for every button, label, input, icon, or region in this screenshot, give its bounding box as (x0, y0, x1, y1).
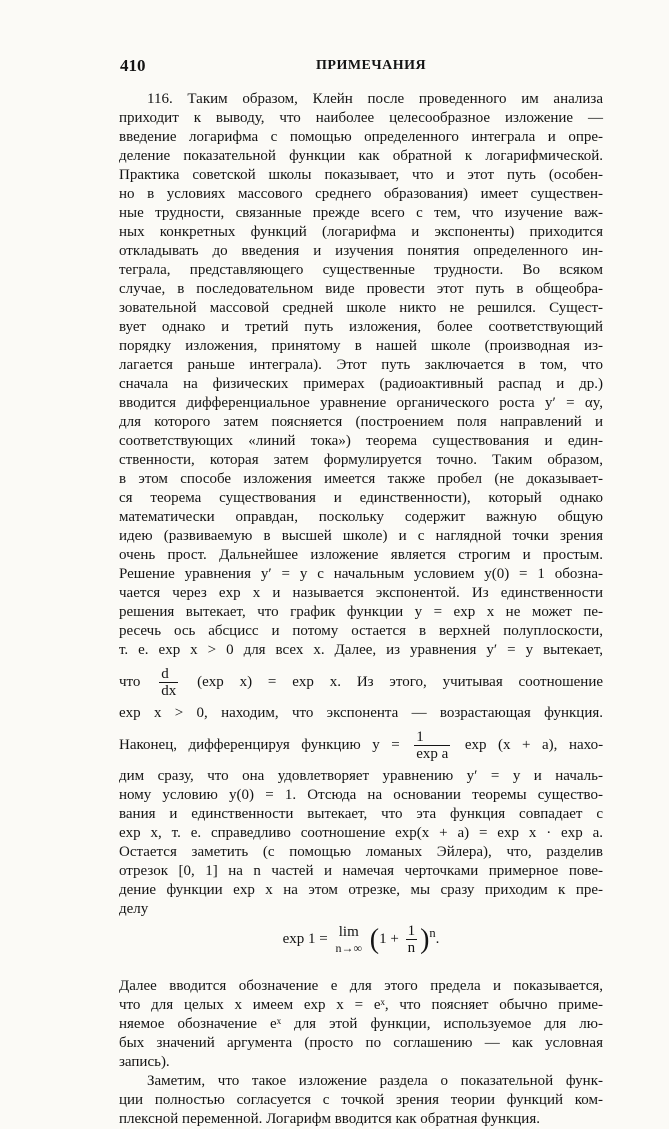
text-line: Заметим, что такое изложение раздела о показательной функ- (147, 1073, 603, 1089)
text-line: для которого затем поясняется (построением поля направлений и (119, 414, 603, 430)
text-line: сначала на физических примерах (радиоактивный распад и др.) (119, 376, 603, 392)
text-line: отрезок [0, 1] на n частей и намечая черточками примерное пове- (119, 863, 603, 879)
formula-prefix: что (119, 674, 141, 690)
text-line: Остается заметить (с помощью ломаных Эйлера), что, разделив (119, 844, 603, 860)
close-paren: ) (420, 924, 430, 955)
paragraph-closing (119, 1072, 603, 1129)
text-line: Решение уравнения y′ = y с начальным условием y(0) = 1 обозна- (119, 566, 603, 582)
formula-suffix: нахо- (568, 737, 604, 753)
formula-base: 1 + (379, 930, 399, 947)
body-text (119, 90, 603, 1129)
text-line: соответствующих «линий тока») теорема существования и един- (119, 433, 603, 449)
text-line: ресечь ось абсцисс и потому остается в верхней полуплоскости, (119, 623, 603, 639)
text-line: Далее вводится обозначение e для этого предела и показывается, (119, 978, 603, 994)
formula-derivative-line (119, 660, 603, 704)
fraction-numerator: 1 (414, 729, 450, 746)
text-line: плексной переменной. Логарифм вводится как обратная функция. (119, 1111, 540, 1127)
limit-operator (335, 924, 362, 956)
text-line: делу (119, 901, 149, 917)
text-line: ся теорема существования и единственности), который однако (119, 490, 603, 506)
fraction-numerator: 1 (407, 923, 416, 939)
text-line: идею (развиваемую в высшей школе) и с наглядной точки зрения (119, 528, 603, 544)
formula-function-line (119, 723, 603, 767)
text-line: решения вытекает, что график функции y = exp x не может пе- (119, 604, 603, 620)
text-line: няемое обозначение eˣ для этой функции, используемое для лю- (119, 1016, 603, 1032)
text-line: приходит к выводу, что наиболее целесообразное изложение — (119, 110, 603, 126)
text-line: деление показательной функции как обратной к логарифмической. (119, 148, 603, 164)
text-line: дим сразу, что она удовлетворяет уравнению y′ = y и началь- (119, 768, 603, 784)
page-header (120, 56, 600, 78)
paragraph-continuation (119, 767, 603, 919)
paragraph-note-116 (119, 90, 603, 660)
text-line: exp x > 0, находим, что экспонента — возрастающая функция. (119, 705, 603, 721)
limit-label: lim (338, 923, 359, 940)
text-line: ные трудности, связанные прежде всего с тем, что изучение важ- (119, 205, 603, 221)
fraction-denominator: n (407, 940, 416, 956)
limit-fraction (406, 923, 418, 956)
text-line: дение функции exp x на этом отрезке, мы сразу приходим к пре- (119, 882, 603, 898)
text-line: ции полностью согласуется с точкой зрения теории функций ком- (119, 1092, 603, 1108)
fraction-numerator: d (159, 666, 178, 683)
text-line: вводится дифференциальное уравнение органического роста y′ = αy, (119, 395, 603, 411)
text-line: случае, в последовательном виде провести этот путь в общеобра- (119, 281, 603, 297)
function-fraction (414, 729, 450, 762)
formula-expression: exp (x + a), (464, 737, 558, 753)
formula-end: . (435, 930, 440, 947)
text-line: ному условию y(0) = 1. Отсюда на основании теоремы существо- (119, 787, 603, 803)
text-line: откладывать до введения и изучения понятия определенного ин- (119, 243, 603, 259)
text-line: вует однако и третий путь изложения, более соответствующий (119, 319, 603, 335)
text-line: математически оправдан, поскольку содержит важную общую (119, 509, 603, 525)
open-paren: ( (369, 924, 380, 955)
running-head: ПРИМЕЧАНИЯ (316, 58, 427, 73)
paragraph-notation-e (119, 977, 603, 1072)
text-line: порядку изложения, принятому в нашей школе (производная из- (119, 338, 603, 354)
derivative-fraction (159, 666, 178, 699)
text-line: но в условиях массового среднего образования) имеет существен- (119, 186, 603, 202)
text-line: бых значений аргумента (просто по соглашению — как условная (119, 1035, 603, 1051)
text-line: запись). (119, 1054, 170, 1070)
formula-prefix: Наконец, дифференцируя функцию (119, 737, 361, 753)
text-line: ных конкретных функций (логарифма и экспоненты) приходится (119, 224, 603, 240)
fraction-denominator: dx (161, 683, 177, 700)
text-line: 116. Таким образом, Клейн после проведенного им анализа (147, 91, 603, 107)
formula-exponent: n (429, 925, 436, 940)
text-line: вания и единственности вытекает, что эта функция совпадает с (119, 806, 603, 822)
text-line: зовательной массовой средней школе никто не решился. Сущест- (119, 300, 603, 316)
text-line: теграла, представляющего существенные трудности. Во всяком (119, 262, 603, 278)
formula-expression: (exp x) = exp x. (197, 674, 341, 690)
formula-suffix: Из этого, учитывая соотношение (356, 674, 604, 690)
text-line: Практика советской школы показывает, что и этот путь (особен- (119, 167, 603, 183)
page-number: 410 (120, 56, 146, 75)
text-line: введение логарифма с помощью определенного интеграла и опре- (119, 129, 603, 145)
text-line: т. е. exp x > 0 для всех x. Далее, из уравнения y′ = y вытекает, (119, 642, 603, 658)
text-line: чается через exp x и называется экспонентой. Из единственности (119, 585, 603, 601)
text-line: ственности, которая затем формулируется точно. Таким образом, (119, 452, 603, 468)
formula-lhs: exp 1 = (282, 930, 328, 947)
limit-subscript: n→∞ (335, 940, 363, 955)
text-line: в этом способе изложения имеется также пробел (не доказывает- (119, 471, 603, 487)
formula-lhs: y = (372, 737, 400, 753)
fraction-denominator: exp a (416, 746, 449, 763)
text-line: лагается раньше интеграла). Этот путь заключается в том, что (119, 357, 603, 373)
text-line: очень прост. Дальнейшее изложение является строгим и простым. (119, 547, 603, 563)
text-line: exp x, т. е. справедливо соотношение exp(x + a) = exp x · exp a. (119, 825, 603, 841)
display-formula-limit (119, 919, 603, 977)
text-line: что для целых x имеем exp x = eˣ, что поясняет обычно приме- (119, 997, 603, 1013)
